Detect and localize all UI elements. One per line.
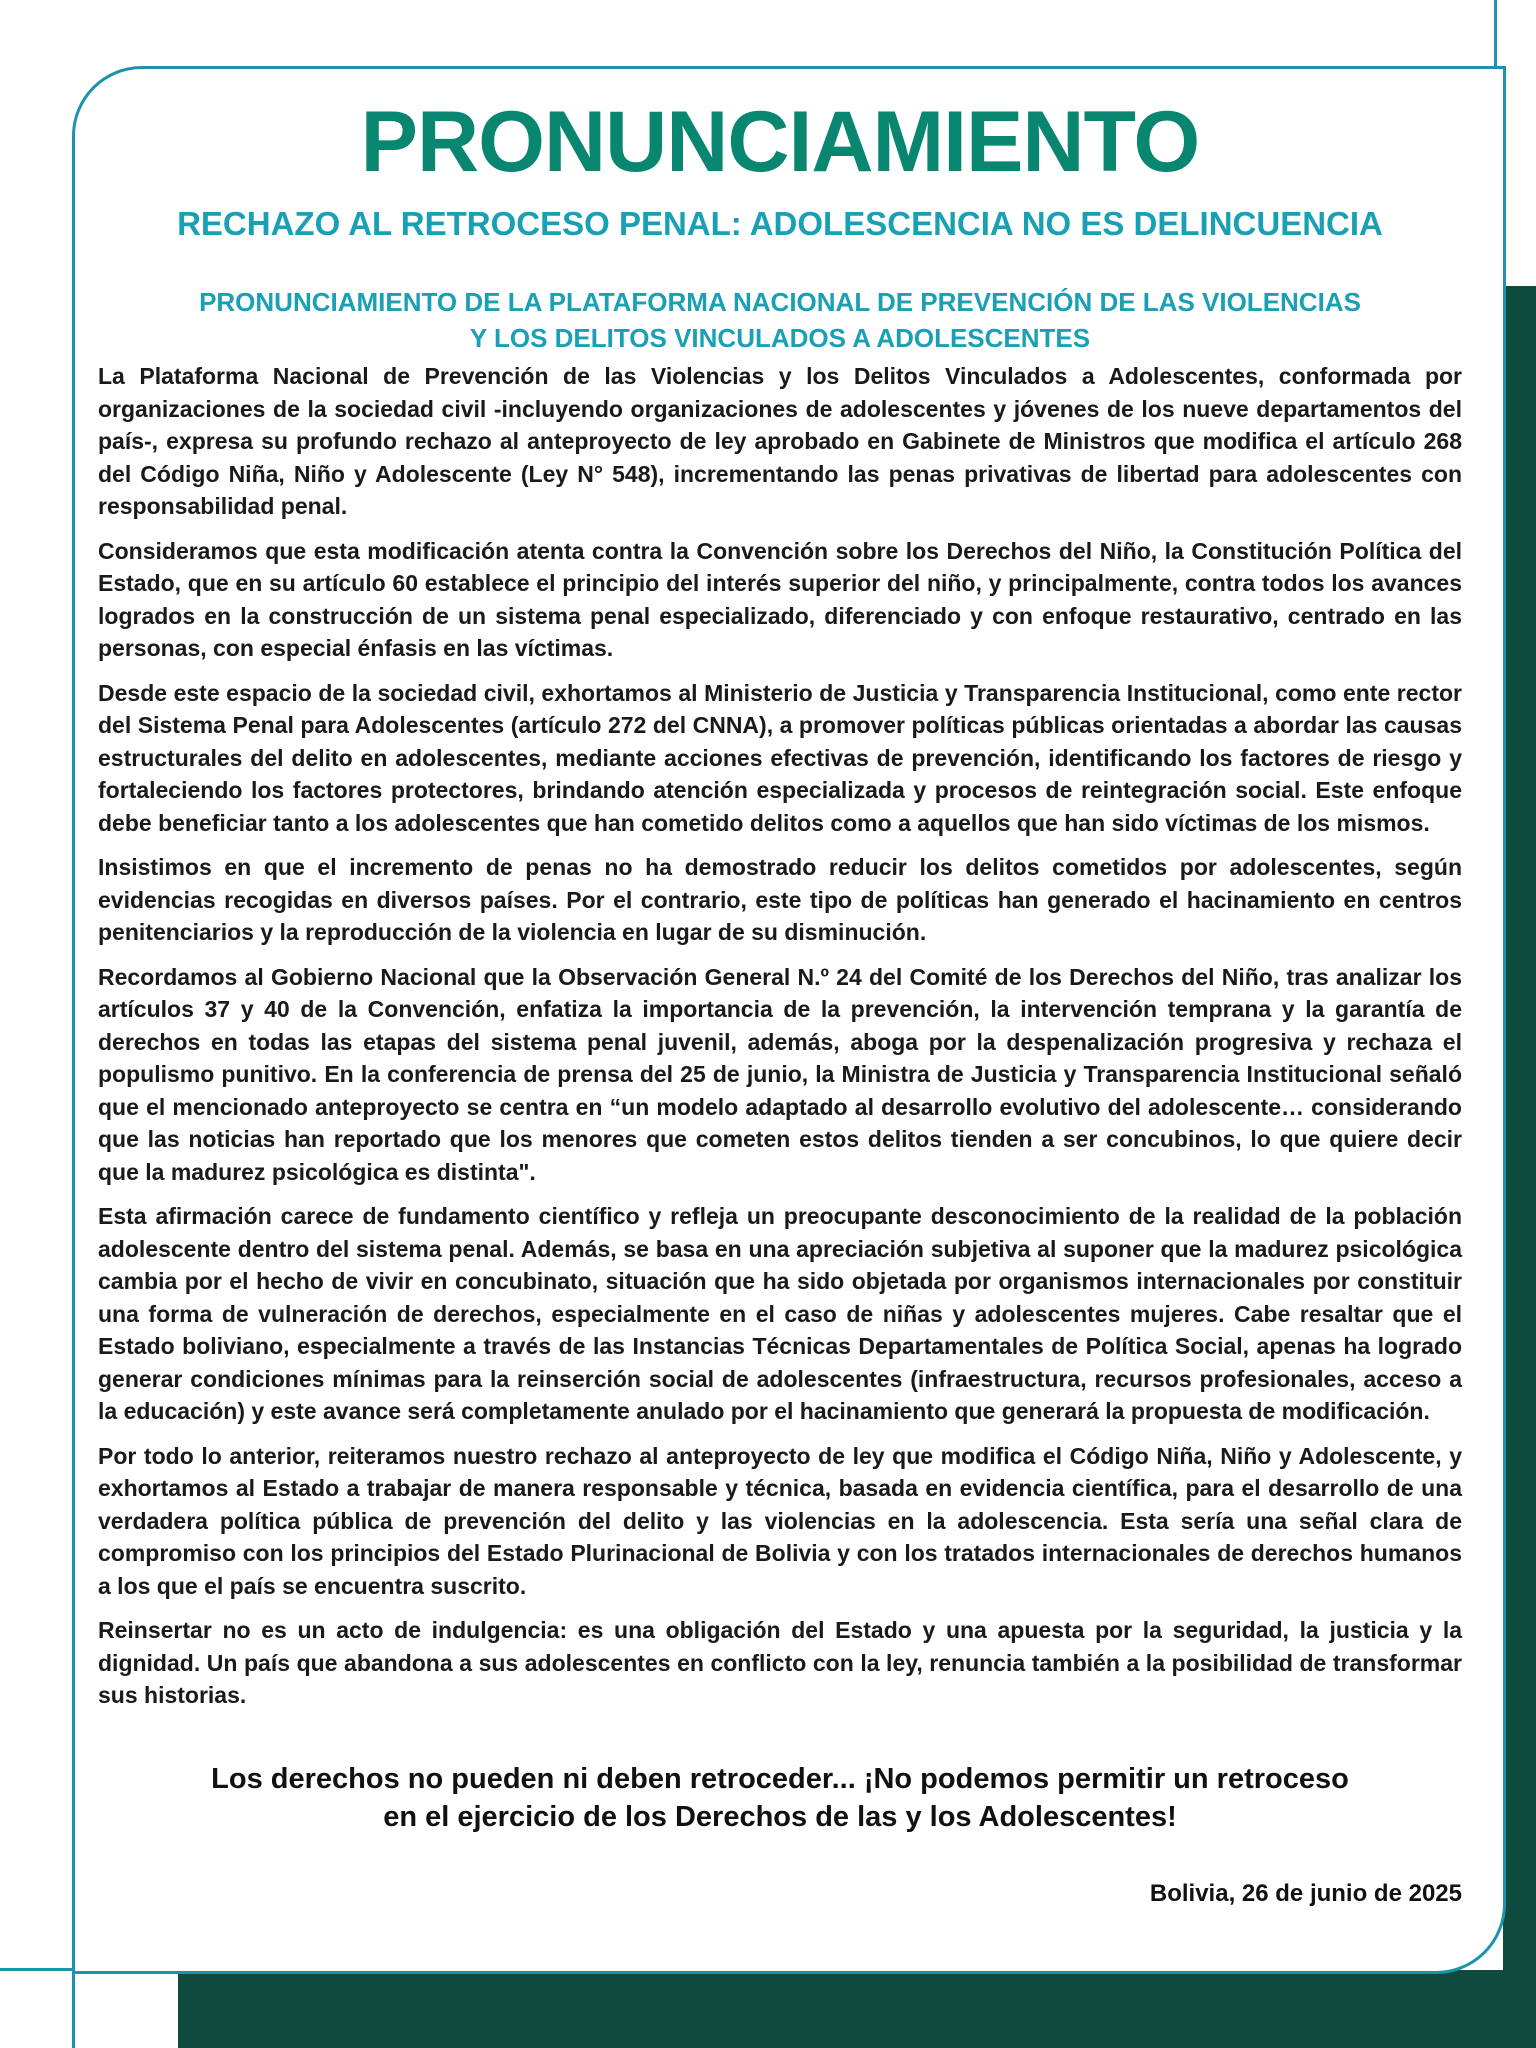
heading-line-1: PRONUNCIAMIENTO DE LA PLATAFORMA NACIONAL DE PREVENCIÓN DE LAS VIOLENCIAS	[199, 287, 1361, 317]
document-heading	[98, 284, 1462, 356]
document-title: PRONUNCIAMIENTO	[360, 94, 1200, 190]
paragraph: Insistimos en que el incremento de penas no ha demostrado reducir los delitos cometidos por adolescentes, según evidencias recogidas en diversos países. Por el contrario, este tipo de políticas han generado el hacinamiento en centros penitenciarios y la reproducción de la violencia en lugar de su disminución.	[98, 854, 1462, 945]
paragraph: Desde este espacio de la sociedad civil, exhortamos al Ministerio de Justicia y Transparencia Institucional, como ente rector del Sistema Penal para Adolescentes (artículo 272 del CNNA), a promover políticas públicas orientadas a abordar las causas estructurales del delito en adolescentes, mediante acciones efectivas de prevención, identificando los factores de riesgo y fortaleciendo los factores protectores, brindando atención especializada y procesos de reintegración social. Este enfoque debe beneficiar tanto a los adolescentes que han cometido delitos como a aquellos que han sido víctimas de los mismos.	[98, 679, 1462, 836]
decorative-line-bottom-vertical	[72, 1968, 75, 2048]
document-subtitle: RECHAZO AL RETROCESO PENAL: ADOLESCENCIA NO ES DELINCUENCIA	[177, 205, 1383, 242]
paragraph: Esta afirmación carece de fundamento científico y refleja un preocupante desconocimiento de la realidad de la población adolescente dentro del sistema penal. Además, se basa en una apreciación subjetiva al suponer que la madurez psicológica cambia por el hecho de vivir en concubinato, situación que ha sido objetada por organismos internacionales por constituir una forma de vulneración de derechos, especialmente en el caso de niñas y adolescentes mujeres. Cabe resaltar que el Estado boliviano, especialmente a través de las Instancias Técnicas Departamentales de Política Social, apenas ha logrado generar condiciones mínimas para la reinserción social de adolescentes (infraestructura, recursos profesionales, acceso a la educación) y este avance será completamente anulado por el hacinamiento que generará la propuesta de modificación.	[98, 1203, 1462, 1424]
paragraph: Recordamos al Gobierno Nacional que la Observación General N.º 24 del Comité de los Derechos del Niño, tras analizar los artículos 37 y 40 de la Convención, enfatiza la importancia de la prevención, la intervención temprana y la garantía de derechos en todas las etapas del sistema penal juvenil, además, aboga por la despenalización progresiva y rechaza el populismo punitivo. En la conferencia de prensa del 25 de junio, la Ministra de Justicia y Transparencia Institucional señaló que el mencionado anteproyecto se centra en “un modelo adaptado al desarrollo evolutivo del adolescente… considerando que las noticias han reportado que los menores que cometen estos delitos tienden a ser concubinos, lo que quiere decir que la madurez psicológica es distinta".	[98, 963, 1462, 1185]
document-date: Bolivia, 26 de junio de 2025	[1149, 1879, 1462, 1907]
paragraph: Consideramos que esta modificación atenta contra la Convención sobre los Derechos del Niño, la Constitución Política del Estado, que en su artículo 60 establece el principio del interés superior del niño, y principalmente, contra todos los avances logrados en la construcción de un sistema penal especializado, diferenciado y con enfoque restaurativo, centrado en las personas, con especial énfasis en las víctimas.	[98, 537, 1462, 661]
heading-line-2: Y LOS DELITOS VINCULADOS A ADOLESCENTES	[469, 323, 1091, 353]
closing-line-2: en el ejercicio de los Derechos de las y los Adolescentes!	[383, 1800, 1177, 1833]
paragraph: Reinsertar no es un acto de indulgencia: es una obligación del Estado y una apuesta por la seguridad, la justicia y la dignidad. Un país que abandona a sus adolescentes en conflicto con la ley, renuncia también a la posibilidad de transformar sus historias.	[98, 1617, 1462, 1708]
decorative-bar-bottom	[178, 1970, 1536, 2048]
decorative-bar-right	[1503, 286, 1536, 2048]
closing-line-1: Los derechos no pueden ni deben retroceder... ¡No podemos permitir un retroceso	[211, 1762, 1349, 1795]
paragraph: Por todo lo anterior, reiteramos nuestro rechazo al anteproyecto de ley que modifica el Código Niña, Niño y Adolescente, y exhortamos al Estado a trabajar de manera responsable y técnica, basada en evidencia científica, para el desarrollo de una verdadera política pública de prevención del delito y las violencias en la adolescencia. Esta sería una señal clara de compromiso con los principios del Estado Plurinacional de Bolivia y con los tratados internacionales de derechos humanos a los que el país se encuentra suscrito.	[98, 1442, 1462, 1599]
document-content	[98, 92, 1462, 1910]
closing-statement	[98, 1760, 1462, 1836]
paragraph: La Plataforma Nacional de Prevención de las Violencias y los Delitos Vinculados a Adolescentes, conformada por organizaciones de la sociedad civil -incluyendo organizaciones de adolescentes y jóvenes de los nueve departamentos del país-, expresa su profundo rechazo al anteproyecto de ley aprobado en Gabinete de Ministros que modifica el artículo 268 del Código Niña, Niño y Adolescente (Ley N° 548), incrementando las penas privativas de libertad para adolescentes con responsabilidad penal.	[98, 363, 1462, 519]
